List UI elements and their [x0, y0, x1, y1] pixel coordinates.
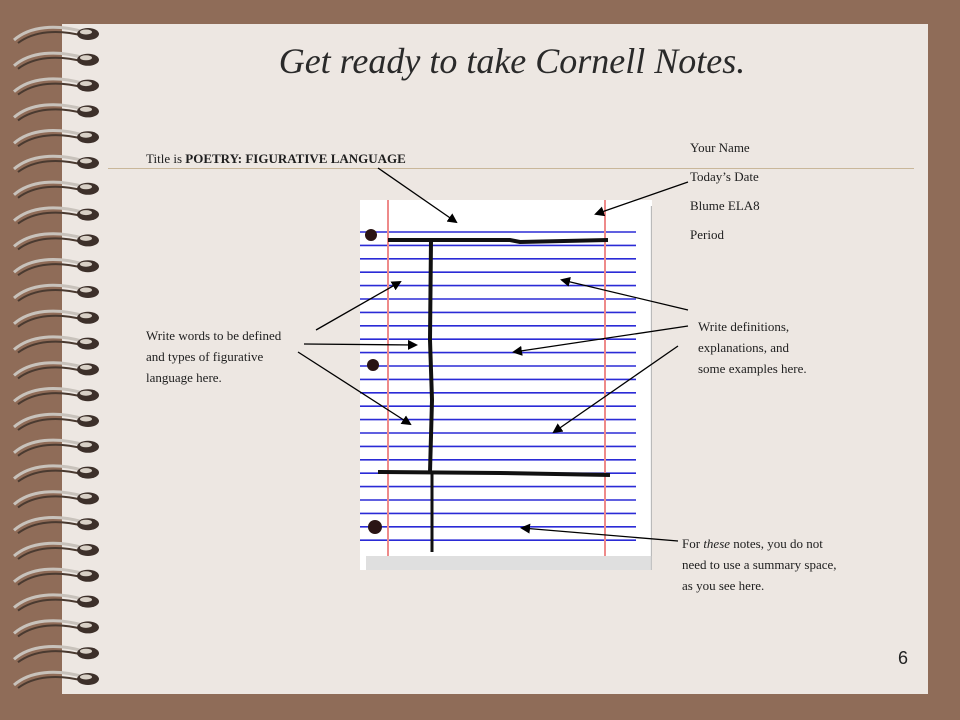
notebook-hole-bottom: [368, 520, 382, 534]
spiral-coil-highlight: [80, 313, 92, 318]
spiral-coil-shadow: [18, 109, 84, 120]
notebook-shadow-right: [636, 206, 652, 570]
title-instruction: [146, 148, 406, 169]
spiral-binding: [0, 0, 110, 720]
notebook-title-divider: [388, 240, 608, 242]
spiral-coil-highlight: [80, 210, 92, 215]
spiral-coil-shadow: [18, 445, 84, 456]
right-column-note: [698, 316, 807, 379]
spiral-coil-shadow: [18, 264, 84, 275]
spiral-coil-shadow: [18, 187, 84, 198]
spiral-coil-highlight: [80, 133, 92, 138]
spiral-coil-shadow: [18, 367, 84, 378]
left-note-line-3: language here.: [146, 370, 222, 385]
header-info-period: Period: [690, 227, 724, 242]
spiral-coil-highlight: [80, 236, 92, 241]
spiral-coil-highlight: [80, 520, 92, 525]
spiral-coil-shadow: [18, 135, 84, 146]
summary-note-line-3: as you see here.: [682, 578, 765, 593]
spiral-coil-highlight: [80, 159, 92, 164]
spiral-coil-highlight: [80, 107, 92, 112]
spiral-coil-shadow: [18, 290, 84, 301]
notebook-shadow-bottom: [366, 556, 652, 570]
spiral-coil-highlight: [80, 494, 92, 499]
header-info-date: Today’s Date: [690, 169, 759, 184]
spiral-coil-shadow: [18, 316, 84, 327]
page-number: 6: [898, 648, 909, 668]
spiral-coil-shadow: [18, 496, 84, 507]
spiral-coil-shadow: [18, 213, 84, 224]
spiral-coil-shadow: [18, 651, 84, 662]
spiral-coil-highlight: [80, 262, 92, 267]
spiral-coil-shadow: [18, 419, 84, 430]
spiral-coil-highlight: [80, 649, 92, 654]
spiral-coil-highlight: [80, 30, 92, 35]
header-info-name: Your Name: [690, 140, 750, 155]
spiral-coil-shadow: [18, 238, 84, 249]
spiral-coil-shadow: [18, 161, 84, 172]
page-title: Get ready to take Cornell Notes.: [278, 41, 746, 81]
spiral-coil-highlight: [80, 391, 92, 396]
spiral-coil-shadow: [18, 84, 84, 95]
spiral-coil-highlight: [80, 468, 92, 473]
header-info-block: [690, 133, 760, 249]
spiral-coil-shadow: [18, 574, 84, 585]
title-value: POETRY: FIGURATIVE LANGUAGE: [185, 151, 406, 166]
spiral-coil-highlight: [80, 546, 92, 551]
right-note-line-2: explanations, and: [698, 340, 789, 355]
spiral-coil-highlight: [80, 597, 92, 602]
summary-note-text-b: notes, you do not: [730, 536, 823, 551]
notebook-cue-divider: [430, 240, 432, 472]
summary-note-text-a: For: [682, 536, 704, 551]
summary-note-emphasis: these: [703, 536, 731, 551]
title-prefix: Title is: [146, 151, 186, 166]
spiral-coil-highlight: [80, 623, 92, 628]
spiral-coil-shadow: [18, 393, 84, 404]
spiral-coil-shadow: [18, 522, 84, 533]
left-note-line-2: and types of figurative: [146, 349, 264, 364]
summary-note-line-1: [682, 533, 837, 554]
spiral-coil-shadow: [18, 342, 84, 353]
spiral-coil-shadow: [18, 677, 84, 688]
notebook-hole-top: [365, 229, 377, 241]
spiral-coil-highlight: [80, 184, 92, 189]
spiral-coil-highlight: [80, 442, 92, 447]
summary-note: [682, 533, 837, 596]
spiral-coil-highlight: [80, 417, 92, 422]
cornell-notebook-illustration: [360, 200, 652, 570]
spiral-coil-shadow: [18, 471, 84, 482]
left-column-note: [146, 325, 281, 388]
right-note-line-3: some examples here.: [698, 361, 807, 376]
notebook-paper: [360, 200, 652, 570]
left-note-line-1: Write words to be defined: [146, 328, 282, 343]
right-note-line-1: Write definitions,: [698, 319, 790, 334]
spiral-coil-shadow: [18, 600, 84, 611]
summary-note-line-2: need to use a summary space,: [682, 557, 837, 572]
spiral-coil-highlight: [80, 365, 92, 370]
spiral-coil-highlight: [80, 571, 92, 576]
spiral-coil-shadow: [18, 548, 84, 559]
spiral-coil-highlight: [80, 288, 92, 293]
notebook-hole-middle: [367, 359, 379, 371]
spiral-coil-shadow: [18, 625, 84, 636]
spiral-coil-highlight: [80, 339, 92, 344]
spiral-coil-highlight: [80, 675, 92, 680]
header-info-class: Blume ELA8: [690, 198, 760, 213]
